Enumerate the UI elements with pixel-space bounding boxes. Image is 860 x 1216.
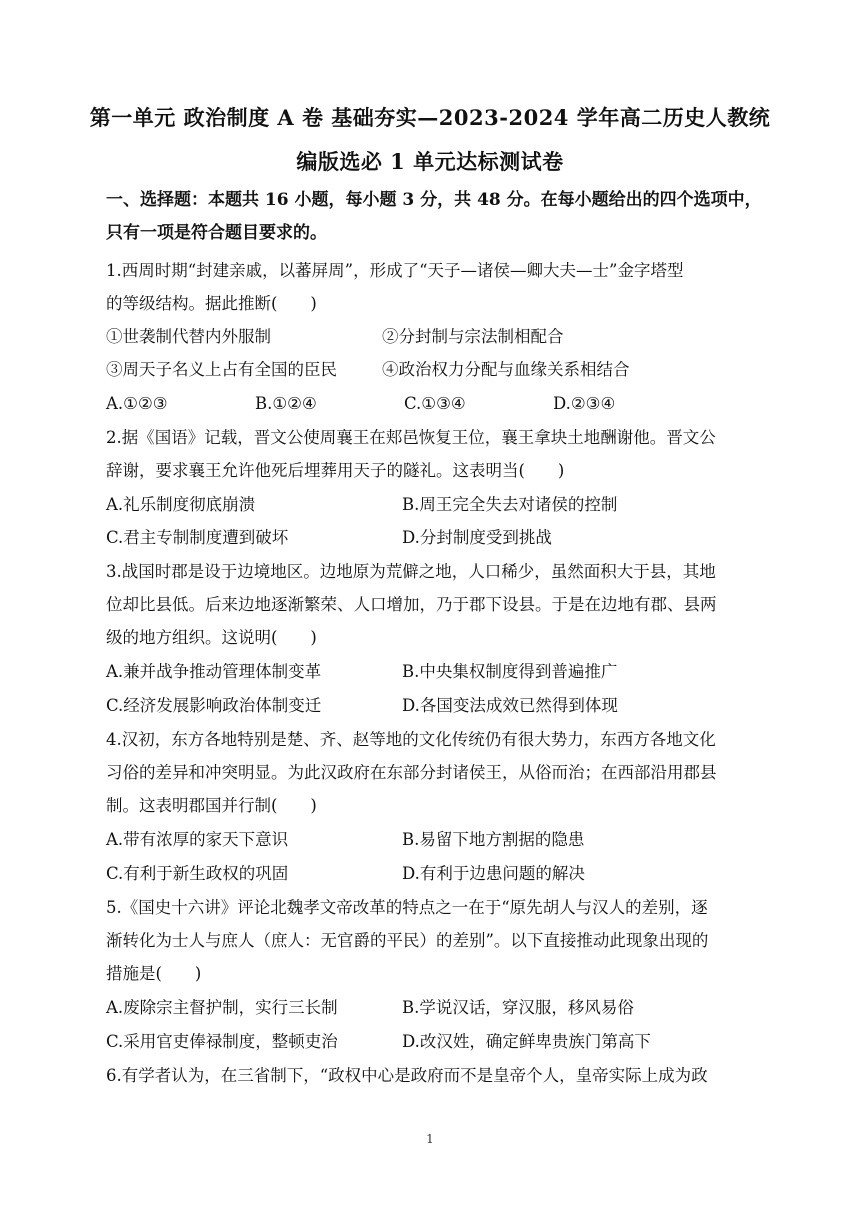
q2-option-b: B.周王完全失去对诸侯的控制	[402, 495, 618, 514]
q3-option-a: A.兼并战争推动管理体制变革	[106, 662, 322, 681]
q4-option-d: D.有利于边患问题的解决	[402, 864, 585, 883]
q4-option-a: A.带有浓厚的家天下意识	[106, 830, 289, 849]
section-heading-line-2: 只有一项是符合题目要求的。	[106, 223, 327, 243]
document-title-line-1: 第一单元 政治制度 A 卷 基础夯实—2023-2024 学年高二历史人教统	[89, 105, 771, 130]
q2-option-a: A.礼乐制度彻底崩溃	[106, 495, 256, 514]
q2-option-d: D.分封制度受到挑战	[402, 528, 552, 547]
section-heading-line-1: 一、选择题：本题共 16 小题，每小题 3 分，共 48 分。在每小题给出的四个选项中，	[106, 190, 762, 210]
q1-option-d: D.②③④	[553, 394, 616, 413]
q5-stem-line-3: 措施是( )	[106, 964, 202, 983]
page-number: 1	[426, 1132, 434, 1146]
q5-option-c: C.采用官吏俸禄制度，整顿吏治	[106, 1032, 338, 1051]
q3-option-d: D.各国变法成效已然得到体现	[402, 696, 618, 715]
q2-stem-line-2: 辞谢，要求襄王允许他死后埋葬用天子的隧礼。这表明当( )	[106, 461, 565, 480]
q2-option-c: C.君主专制制度遭到破坏	[106, 528, 289, 547]
q1-option-c: C.①③④	[404, 394, 466, 413]
q3-option-c: C.经济发展影响政治体制变迁	[106, 696, 322, 715]
q1-stem-line-1: 1.西周时期“封建亲戚，以蕃屏周”，形成了“天子—诸侯—卿大夫—士”金字塔型	[106, 261, 684, 280]
q4-option-b: B.易留下地方割据的隐患	[402, 830, 585, 849]
q4-stem-line-2: 习俗的差异和冲突明显。为此汉政府在东部分封诸侯王，从俗而治；在西部沿用郡县	[106, 763, 717, 782]
q1-stem-line-2: 的等级结构。据此推断( )	[106, 294, 317, 313]
q6-stem-line-1: 6.有学者认为，在三省制下，“政权中心是政府而不是皇帝个人，皇帝实际上成为政	[106, 1066, 708, 1085]
q4-stem-line-1: 4.汉初，东方各地特别是楚、齐、赵等地的文化传统仍有很大势力，东西方各地文化	[106, 730, 716, 749]
q5-option-b: B.学说汉话，穿汉服，移风易俗	[402, 998, 634, 1017]
document-title-line-2: 编版选必 1 单元达标测试卷	[296, 149, 564, 174]
q1-option-a: A.①②③	[106, 394, 168, 413]
q4-option-c: C.有利于新生政权的巩固	[106, 864, 289, 883]
q5-option-d: D.改汉姓，确定鲜卑贵族门第高下	[402, 1032, 651, 1051]
q3-stem-line-2: 位却比县低。后来边地逐渐繁荣、人口增加，乃于郡下设县。于是在边地有郡、县两	[106, 595, 717, 614]
q5-option-a: A.废除宗主督护制，实行三长制	[106, 998, 338, 1017]
q2-stem-line-1: 2.据《国语》记载，晋文公使周襄王在郏邑恢复王位，襄王拿块土地酬谢他。晋文公	[106, 428, 716, 447]
q1-option-b: B.①②④	[255, 394, 317, 413]
q1-item-4: ④政治权力分配与血缘关系相结合	[382, 360, 630, 379]
q3-option-b: B.中央集权制度得到普遍推广	[402, 662, 618, 681]
q1-item-2: ②分封制与宗法制相配合	[382, 327, 564, 346]
q1-item-1: ①世袭制代替内外服制	[106, 327, 271, 346]
q5-stem-line-2: 渐转化为士人与庶人（庶人：无官爵的平民）的差别”。以下直接推动此现象出现的	[106, 931, 709, 950]
q4-stem-line-3: 制。这表明郡国并行制( )	[106, 796, 317, 815]
q3-stem-line-3: 级的地方组织。这说明( )	[106, 628, 317, 647]
q1-item-3: ③周天子名义上占有全国的臣民	[106, 360, 337, 379]
q5-stem-line-1: 5.《国史十六讲》评论北魏孝文帝改革的特点之一在于“原先胡人与汉人的差别，逐	[106, 898, 708, 917]
q3-stem-line-1: 3.战国时郡是设于边境地区。边地原为荒僻之地，人口稀少，虽然面积大于县，其地	[106, 562, 716, 581]
